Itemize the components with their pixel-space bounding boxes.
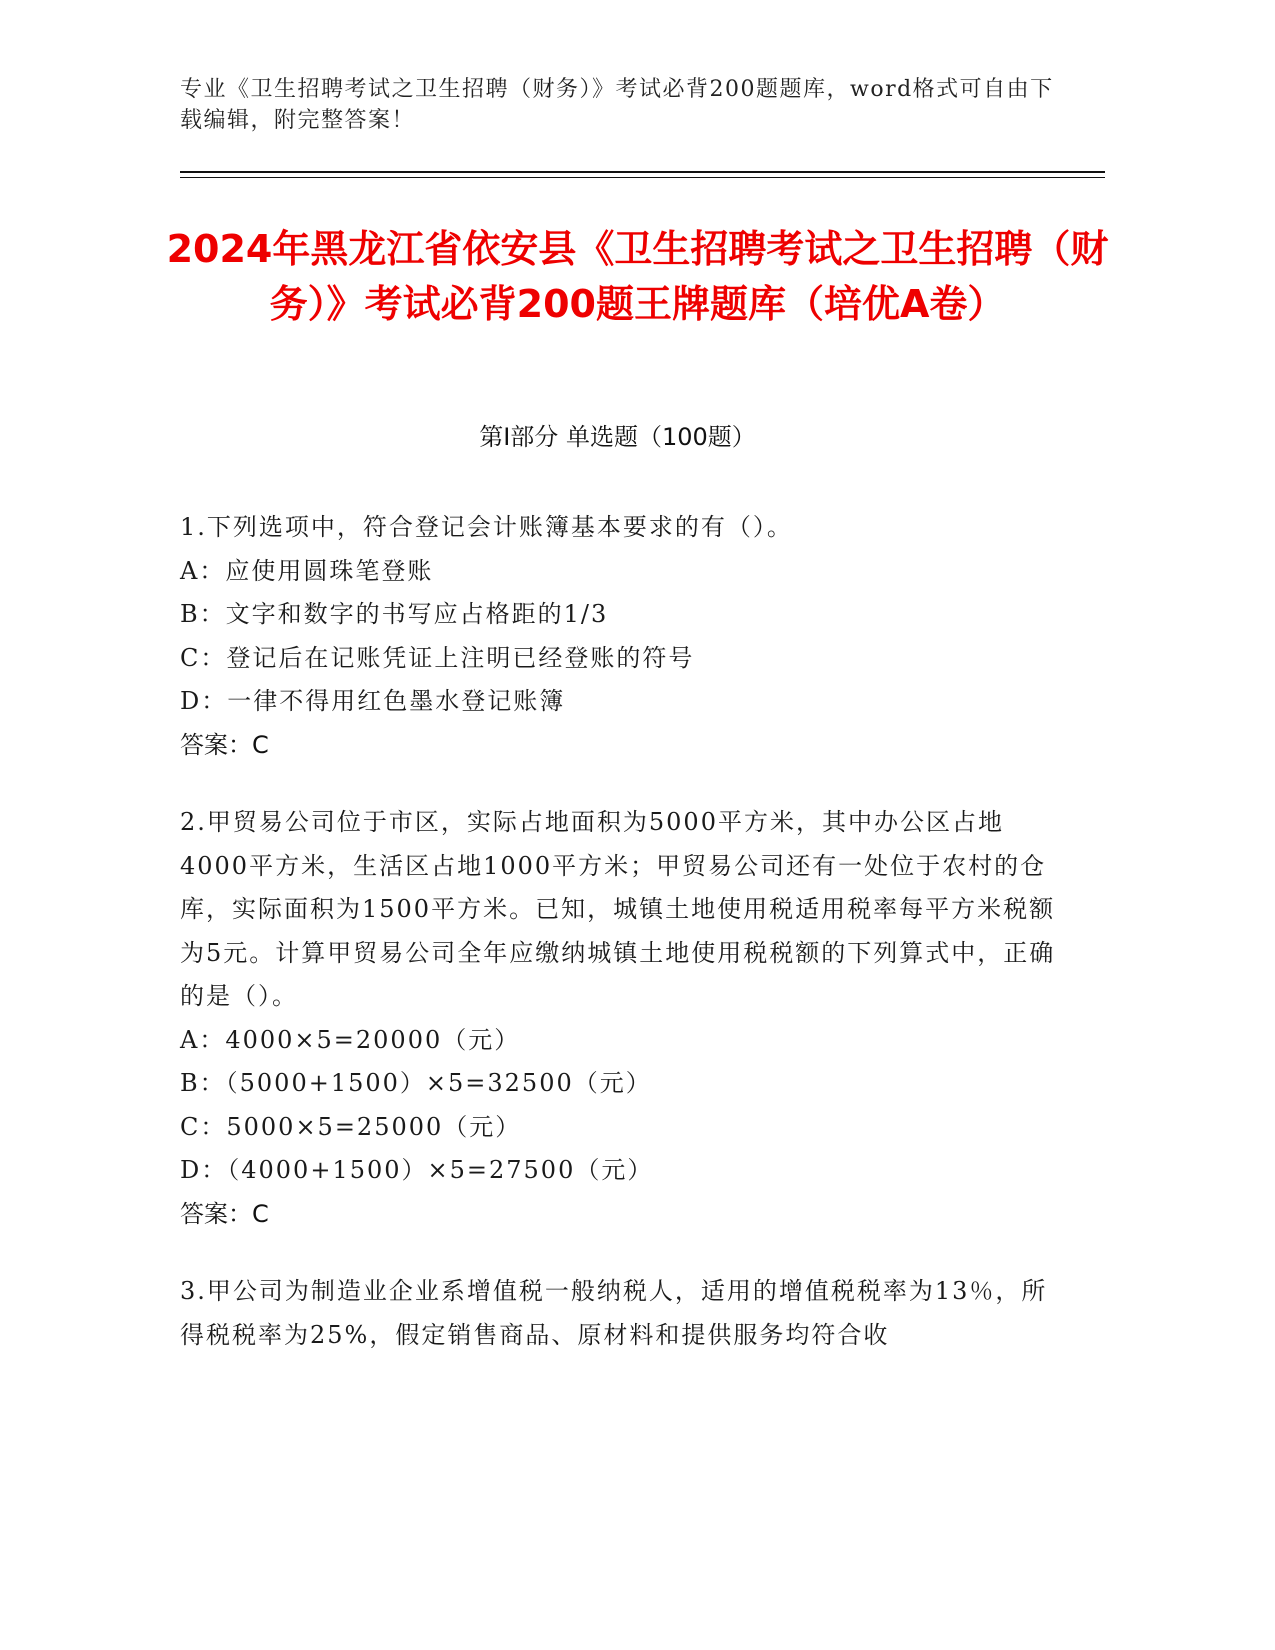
- option-d: D：（4000+1500）×5=27500（元）: [180, 1156, 654, 1184]
- question-stem: 2.甲贸易公司位于市区，实际占地面积为5000平方米，其中办公区占地4000平方米，生活区占地1000平方米；甲贸易公司还有一处位于农村的仓库，实际面积为1500平方米。已知，城镇土地使用税适用税率每平方米税额为5元。计算甲贸易公司全年应缴纳城镇土地使用税税额的下列算式中，正确的是（）。: [180, 808, 1056, 1010]
- option-b: B：文字和数字的书写应占格距的1/3: [180, 600, 609, 628]
- option-d: D：一律不得用红色墨水登记账簿: [180, 687, 566, 715]
- option-b: B：（5000+1500）×5=32500（元）: [180, 1069, 652, 1097]
- header-note: 专业《卫生招聘考试之卫生招聘（财务）》考试必背200题题库，word格式可自由下载编辑，附完整答案！: [180, 77, 1054, 133]
- question-3: [180, 1270, 1060, 1357]
- header-divider-thick: [180, 171, 1105, 173]
- answer: 答案：C: [180, 1199, 269, 1228]
- option-a: A：4000×5=20000（元）: [180, 1025, 521, 1054]
- option-a: A：应使用圆珠笔登账: [180, 556, 434, 585]
- answer: 答案：C: [180, 730, 269, 759]
- option-c: C：5000×5=25000（元）: [180, 1112, 522, 1141]
- question-stem: 3.甲公司为制造业企业系增值税一般纳税人，适用的增值税税率为13％，所得税税率为25%，假定销售商品、原材料和提供服务均符合收: [180, 1277, 1048, 1349]
- question-list: [180, 506, 1060, 1391]
- question-1: [180, 506, 1060, 767]
- section-title: 第Ⅰ部分 单选题（100题）: [479, 423, 756, 451]
- question-stem: 1.下列选项中，符合登记会计账簿基本要求的有（）。: [180, 513, 793, 541]
- option-c: C：登记后在记账凭证上注明已经登账的符号: [180, 643, 695, 672]
- header-divider-thin: [180, 177, 1105, 178]
- question-2: [180, 801, 1060, 1236]
- document-title: 2024年黑龙江省依安县《卫生招聘考试之卫生招聘（财务）》考试必背200题王牌题库（培优A卷）: [166, 227, 1109, 326]
